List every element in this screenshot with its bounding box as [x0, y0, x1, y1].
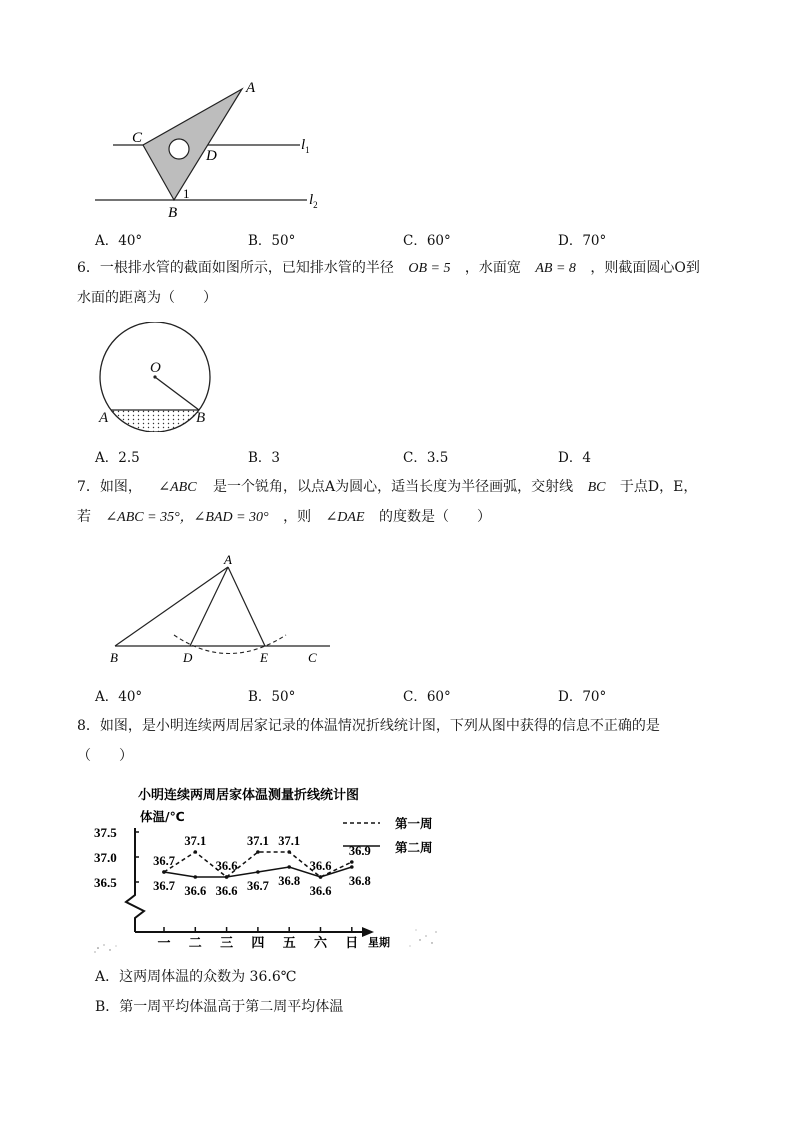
q8-stem-line1: 8．如图，是小明连续两周居家记录的体温情况折线统计图，下列从图中获得的信息不正确的是: [77, 718, 660, 734]
line-l1-label: $l_1$: [301, 137, 310, 155]
legend-week1-label: 第一周: [395, 816, 433, 831]
segment-ab: [115, 567, 228, 646]
q7-stem-text-5: ，则: [283, 509, 312, 525]
chart-x-tick-label: 一: [157, 935, 171, 950]
q8-line-chart: [90, 780, 450, 955]
q7-stem-line2: [77, 507, 491, 528]
chart-data-label-week2: 36.6: [184, 884, 207, 898]
segment-ad: [190, 567, 228, 646]
q6-option-d[interactable]: D．4: [558, 450, 591, 466]
q6-point-o-label: O: [150, 360, 161, 376]
q7-point-d-label: D: [183, 650, 193, 665]
q5-option-c[interactable]: C．60°: [403, 233, 451, 249]
chart-data-label-week2: 36.7: [153, 879, 175, 893]
q5-option-d[interactable]: D．70°: [558, 233, 607, 249]
chart-title: 小明连续两周居家体温测量折线统计图: [138, 788, 360, 803]
q6-point-a-label: A: [99, 410, 109, 426]
triangle-hole: [169, 139, 189, 159]
chart-point-week1: [287, 850, 291, 854]
q6-option-b[interactable]: B．3: [248, 450, 281, 466]
q6-math-ob: OB = 5: [408, 261, 451, 276]
q7-option-c[interactable]: C．60°: [403, 689, 451, 705]
angle-1-label: 1: [183, 186, 190, 201]
point-d-label: D: [206, 148, 217, 164]
q6-point-b-label: B: [196, 410, 206, 426]
chart-data-label-week2: 36.7: [246, 879, 269, 893]
chart-x-tick-label: 三: [220, 935, 234, 950]
chart-point-week2: [350, 865, 354, 869]
q8-stem-line2: （ ）: [77, 748, 133, 764]
q8-option-b[interactable]: B．第一周平均体温高于第二周平均体温: [95, 999, 344, 1015]
segment-ae: [228, 567, 265, 646]
q7-stem-text-4: 若: [77, 509, 91, 525]
q6-option-a[interactable]: A．2.5: [95, 450, 140, 466]
chart-data-label-week1: 36.9: [348, 844, 371, 858]
chart-data-label-week1: 36.6: [215, 859, 238, 873]
q5-figure: [85, 72, 335, 222]
chart-x-tick-label: 四: [251, 935, 265, 950]
chart-data-label-week2: 36.6: [215, 884, 238, 898]
q7-stem-text-6: 的度数是（ ）: [378, 509, 491, 525]
q7-math-angles: ∠ABC = 35°，∠BAD = 30°: [105, 510, 269, 525]
radius-ob: [155, 377, 199, 410]
chart-point-week2: [162, 870, 166, 874]
chart-data-label-week1: 37.1: [246, 834, 269, 848]
q7-point-a-label: A: [224, 552, 232, 567]
point-c-label: C: [132, 130, 143, 146]
q7-figure: [100, 550, 340, 670]
chart-point-week1: [350, 860, 354, 864]
chart-y-tick-label: 37.5: [94, 825, 117, 840]
q7-option-b[interactable]: B．50°: [248, 689, 296, 705]
q6-option-c[interactable]: C．3.5: [403, 450, 449, 466]
chart-x-tick-label: 五: [282, 935, 296, 950]
chart-y-tick-label: 37.0: [94, 850, 117, 865]
chart-x-tick-label: 二: [188, 935, 202, 950]
q5-option-a[interactable]: A．40°: [95, 233, 143, 249]
q6-math-ab: AB = 8: [535, 261, 576, 276]
q7-point-e-label: E: [260, 650, 268, 665]
q7-math-bc: BC: [587, 480, 606, 495]
chart-data-label-week1: 36.6: [309, 859, 332, 873]
chart-ylabel: 体温/℃: [140, 809, 185, 824]
chart-x-tick-label: 日: [345, 935, 359, 950]
chart-point-week1: [256, 850, 260, 854]
line-l2-label: $l_2$: [309, 192, 318, 210]
q7-point-c-label: C: [308, 650, 317, 665]
chart-point-week2: [194, 875, 198, 879]
chart-xlabel: 星期: [368, 936, 390, 949]
q7-option-a[interactable]: A．40°: [95, 689, 143, 705]
q6-stem-text: 6．一根排水管的截面如图所示，已知排水管的半径: [77, 260, 394, 276]
q7-stem-line1: [77, 477, 697, 498]
q7-stem-text: 7．如图，: [77, 479, 142, 495]
q7-point-b-label: B: [110, 650, 118, 665]
point-b-label: B: [168, 205, 178, 221]
q6-stem-text-2: ，水面宽: [464, 260, 521, 276]
chart-point-week2: [225, 875, 229, 879]
chart-data-label-week2: 36.8: [348, 874, 371, 888]
q7-stem-text-2: 是一个锐角，以点A为圆心，适当长度为半径画弧，交射线: [213, 479, 574, 495]
chart-data-label-week1: 37.1: [278, 834, 301, 848]
chart-point-week2: [287, 865, 291, 869]
q7-math-dae: ∠DAE: [325, 510, 365, 525]
q6-stem-text-3: ，则截面圆心O到: [590, 260, 700, 276]
chart-data-label-week2: 36.6: [309, 884, 332, 898]
point-a-label: A: [246, 80, 256, 96]
chart-x-tick-label: 六: [313, 935, 328, 950]
chart-point-week1: [194, 850, 198, 854]
chart-point-week2: [319, 875, 323, 879]
q8-option-a[interactable]: A．这两周体温的众数为 36.6℃: [95, 969, 297, 985]
q7-math-abc: ∠ABC: [158, 480, 197, 495]
q6-stem-line1: [77, 258, 700, 279]
legend-week2-label: 第二周: [395, 840, 433, 855]
chart-data-label-week1: 36.7: [153, 854, 175, 868]
q7-option-d[interactable]: D．70°: [558, 689, 607, 705]
q5-option-b[interactable]: B．50°: [248, 233, 296, 249]
chart-y-tick-label: 36.5: [94, 875, 117, 890]
chart-y-axis: [126, 828, 144, 932]
q6-stem-line2: 水面的距离为（ ）: [77, 290, 217, 306]
q7-stem-text-3: 于点D，E，: [619, 479, 698, 495]
chart-data-label-week2: 36.8: [278, 874, 301, 888]
chart-point-week2: [256, 870, 260, 874]
chart-data-label-week1: 37.1: [184, 834, 207, 848]
